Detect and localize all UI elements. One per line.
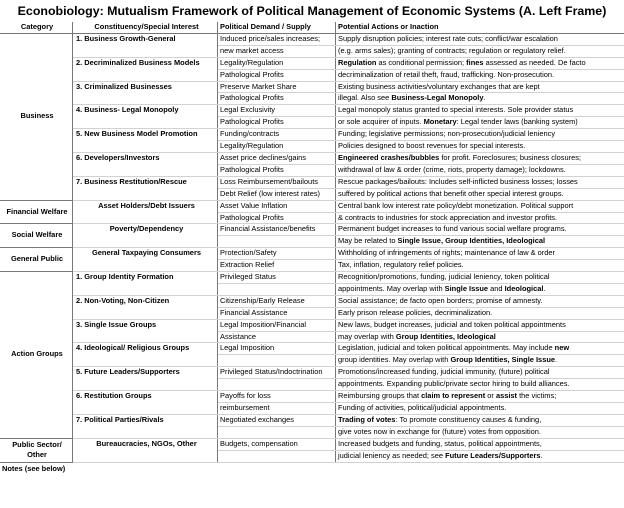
table-row — [0, 438, 624, 450]
political-demand-cell: Legality/Regulation — [218, 141, 336, 153]
political-demand-cell: Legal Exclusivity — [218, 105, 336, 117]
table-row — [0, 319, 624, 331]
constituency-cell — [73, 283, 218, 295]
table-row — [0, 450, 624, 462]
potential-actions-cell: Recognition/promotions, funding, judicial leniency, token political — [336, 272, 624, 284]
potential-actions-cell: May be related to Single Issue, Group Identities, Ideological — [336, 236, 624, 248]
constituency-cell — [73, 93, 218, 105]
potential-actions-cell: Legislation, judicial and token political appointments. May include new — [336, 343, 624, 355]
header-constituency: Constituency/Special Interest — [73, 22, 218, 33]
potential-actions-cell: Reimbursing groups that claim to represent or assist the victims; — [336, 391, 624, 403]
constituency-cell — [73, 141, 218, 153]
table-row — [0, 355, 624, 367]
potential-actions-cell: appointments. May overlap with Single Issue and Ideological. — [336, 283, 624, 295]
constituency-cell: 3. Criminalized Businesses — [73, 81, 218, 93]
potential-actions-cell: & contracts to industries for stock appreciation and investor profits. — [336, 212, 624, 224]
constituency-cell: 4. Business- Legal Monopoly — [73, 105, 218, 117]
constituency-cell — [73, 188, 218, 200]
table-row — [0, 200, 624, 212]
potential-actions-cell: Central bank low interest rate policy/debt monetization. Political support — [336, 200, 624, 212]
political-demand-cell — [218, 426, 336, 438]
category-cell: Financial Welfare — [0, 200, 73, 224]
potential-actions-cell: Legal monopoly status granted to special interests. Sole provider status — [336, 105, 624, 117]
table-row — [0, 188, 624, 200]
political-demand-cell: Financial Assistance — [218, 307, 336, 319]
table-row — [0, 260, 624, 272]
political-demand-cell: new market access — [218, 45, 336, 57]
political-demand-cell: Pathological Profits — [218, 69, 336, 81]
table-row — [0, 141, 624, 153]
potential-actions-cell: Increased budgets and funding, status, political appointments, — [336, 438, 624, 450]
constituency-cell — [73, 236, 218, 248]
constituency-cell: 6. Developers/Investors — [73, 152, 218, 164]
potential-actions-cell: Policies designed to boost revenues for special interests. — [336, 141, 624, 153]
table-row — [0, 93, 624, 105]
political-demand-cell: Negotiated exchanges — [218, 414, 336, 426]
potential-actions-cell: or sole acquirer of inputs. Monetary: Legal tender laws (banking system) — [336, 117, 624, 129]
constituency-cell — [73, 212, 218, 224]
table-row — [0, 69, 624, 81]
political-demand-cell: Pathological Profits — [218, 93, 336, 105]
potential-actions-cell: (e.g. arms sales); granting of contracts; regulation or regulatory relief. — [336, 45, 624, 57]
potential-actions-cell: Existing business activities/voluntary exchanges that are kept — [336, 81, 624, 93]
header-category: Category — [0, 22, 73, 33]
political-demand-cell: Assistance — [218, 331, 336, 343]
table-row — [0, 248, 624, 260]
political-demand-cell: Preserve Market Share — [218, 81, 336, 93]
constituency-cell: 1. Group Identity Formation — [73, 272, 218, 284]
table-row — [0, 367, 624, 379]
table-row — [0, 426, 624, 438]
constituency-cell — [73, 260, 218, 272]
table-row — [0, 307, 624, 319]
potential-actions-cell: illegal. Also see Business-Legal Monopoly. — [336, 93, 624, 105]
political-demand-cell: Pathological Profits — [218, 164, 336, 176]
table-header-row — [0, 22, 624, 33]
table-row — [0, 117, 624, 129]
potential-actions-cell: Permanent budget increases to fund various social welfare programs. — [336, 224, 624, 236]
constituency-cell: 6. Restitution Groups — [73, 391, 218, 403]
political-demand-cell: Pathological Profits — [218, 117, 336, 129]
constituency-cell — [73, 355, 218, 367]
potential-actions-cell: Trading of votes: To promote constituency causes & funding, — [336, 414, 624, 426]
political-demand-cell: Legality/Regulation — [218, 57, 336, 69]
political-demand-cell: Budgets, compensation — [218, 438, 336, 450]
constituency-cell — [73, 45, 218, 57]
political-demand-cell — [218, 236, 336, 248]
potential-actions-cell: Withholding of infringements of rights; maintenance of law & order — [336, 248, 624, 260]
constituency-cell — [73, 331, 218, 343]
political-demand-cell: Legal Imposition/Financial — [218, 319, 336, 331]
table-row — [0, 164, 624, 176]
category-cell: General Public — [0, 248, 73, 272]
political-demand-cell: Extraction Relief — [218, 260, 336, 272]
table-row — [0, 414, 624, 426]
potential-actions-cell: Supply disruption policies; interest rate cuts; conflict/war escalation — [336, 33, 624, 45]
constituency-cell — [73, 379, 218, 391]
table-row — [0, 81, 624, 93]
category-cell: Action Groups — [0, 272, 73, 439]
potential-actions-cell: Engineered crashes/bubbles for profit. Foreclosures; business closures; — [336, 152, 624, 164]
category-cell: Social Welfare — [0, 224, 73, 248]
table-row — [0, 272, 624, 284]
framework-table-container — [0, 22, 624, 474]
potential-actions-cell: Promotions/increased funding, judicial immunity, (future) political — [336, 367, 624, 379]
political-demand-cell — [218, 283, 336, 295]
constituency-cell: 7. Business Restitution/Rescue — [73, 176, 218, 188]
political-demand-cell: Privileged Status — [218, 272, 336, 284]
table-row — [0, 283, 624, 295]
constituency-cell: 7. Political Parties/Rivals — [73, 414, 218, 426]
constituency-cell: Bureaucracies, NGOs, Other — [73, 438, 218, 450]
table-row — [0, 129, 624, 141]
notes-label: Notes (see below) — [2, 463, 66, 473]
political-demand-cell: Loss Reimbursement/bailouts — [218, 176, 336, 188]
table-row — [0, 45, 624, 57]
potential-actions-cell: decriminalization of retail theft, fraud, trafficking. Non-prosecution. — [336, 69, 624, 81]
header-potential-actions: Potential Actions or Inaction — [336, 22, 624, 33]
potential-actions-cell: may overlap with Group Identities, Ideological — [336, 331, 624, 343]
table-row — [0, 331, 624, 343]
political-demand-cell — [218, 355, 336, 367]
potential-actions-cell: Funding of activities, political/judicial appointments. — [336, 403, 624, 415]
potential-actions-cell: Funding; legislative permissions; non-prosecution/judicial leniency — [336, 129, 624, 141]
constituency-cell — [73, 164, 218, 176]
constituency-cell: Poverty/Dependency — [73, 224, 218, 236]
constituency-cell: General Taxpaying Consumers — [73, 248, 218, 260]
potential-actions-cell: suffered by political actions that benefit other special interest groups. — [336, 188, 624, 200]
political-demand-cell: Payoffs for loss — [218, 391, 336, 403]
constituency-cell: Asset Holders/Debt Issuers — [73, 200, 218, 212]
political-demand-cell: Citizenship/Early Release — [218, 295, 336, 307]
political-demand-cell: Induced price/sales increases; — [218, 33, 336, 45]
table-row — [0, 212, 624, 224]
potential-actions-cell: withdrawal of law & order (crime, riots, property damage); lockdowns. — [336, 164, 624, 176]
table-row — [0, 33, 624, 45]
constituency-cell — [73, 450, 218, 462]
potential-actions-cell: Rescue packages/bailouts: Includes self-inflicted business losses; losses — [336, 176, 624, 188]
table-row — [0, 295, 624, 307]
constituency-cell: 5. Future Leaders/Supporters — [73, 367, 218, 379]
table-row — [0, 403, 624, 415]
potential-actions-cell: judicial leniency as needed; see Future Leaders/Supporters. — [336, 450, 624, 462]
potential-actions-cell: Regulation as conditional permission; fines assessed as needed. De facto — [336, 57, 624, 69]
page-title: Econobiology: Mutualism Framework of Political Management of Economic Systems (A. Left Frame) — [17, 4, 607, 18]
table-row — [0, 391, 624, 403]
potential-actions-cell: New laws, budget increases, judicial and token political appointments — [336, 319, 624, 331]
potential-actions-cell: Tax, inflation, regulatory relief policies. — [336, 260, 624, 272]
constituency-cell: 5. New Business Model Promotion — [73, 129, 218, 141]
political-demand-cell: Protection/Safety — [218, 248, 336, 260]
constituency-cell: 2. Decriminalized Business Models — [73, 57, 218, 69]
category-cell: Business — [0, 33, 73, 200]
potential-actions-cell: Early prison release policies, decriminalization. — [336, 307, 624, 319]
constituency-cell: 3. Single Issue Groups — [73, 319, 218, 331]
potential-actions-cell: appointments. Expanding public/private sector hiring to build alliances. — [336, 379, 624, 391]
constituency-cell — [73, 117, 218, 129]
table-row — [0, 105, 624, 117]
political-demand-cell — [218, 450, 336, 462]
political-demand-cell: Asset price declines/gains — [218, 152, 336, 164]
constituency-cell — [73, 307, 218, 319]
header-political-demand: Political Demand / Supply — [218, 22, 336, 33]
potential-actions-cell: Social assistance; de facto open borders; promise of amnesty. — [336, 295, 624, 307]
potential-actions-cell: group identities. May overlap with Group Identities, Single Issue. — [336, 355, 624, 367]
table-row — [0, 176, 624, 188]
category-cell: Public Sector/ Other — [0, 438, 73, 462]
political-demand-cell: Legal Imposition — [218, 343, 336, 355]
table-row — [0, 224, 624, 236]
table-row — [0, 379, 624, 391]
potential-actions-cell: give votes now in exchange for (future) votes from opposition. — [336, 426, 624, 438]
political-demand-cell: Debt Relief (low interest rates) — [218, 188, 336, 200]
constituency-cell: 2. Non-Voting, Non-Citizen — [73, 295, 218, 307]
political-demand-cell: Financial Assistance/benefits — [218, 224, 336, 236]
constituency-cell — [73, 69, 218, 81]
political-demand-cell: reimbursement — [218, 403, 336, 415]
political-demand-cell: Privileged Status/Indoctrination — [218, 367, 336, 379]
table-row — [0, 343, 624, 355]
political-demand-cell: Asset Value Inflation — [218, 200, 336, 212]
table-row — [0, 152, 624, 164]
constituency-cell: 1. Business Growth-General — [73, 33, 218, 45]
political-demand-cell — [218, 379, 336, 391]
political-demand-cell: Pathological Profits — [218, 212, 336, 224]
framework-table — [0, 22, 624, 463]
constituency-cell — [73, 403, 218, 415]
constituency-cell — [73, 426, 218, 438]
table-row — [0, 57, 624, 69]
political-demand-cell: Funding/contracts — [218, 129, 336, 141]
table-row — [0, 236, 624, 248]
constituency-cell: 4. Ideological/ Religious Groups — [73, 343, 218, 355]
